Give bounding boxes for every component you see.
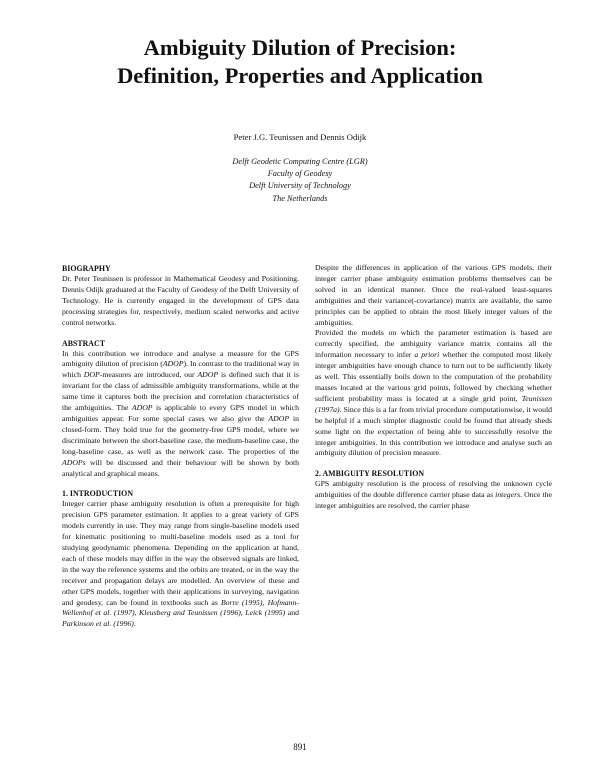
paper-title xyxy=(40,34,560,90)
right-column xyxy=(315,263,552,512)
introduction-paragraph-2: Despite the differences in application of the various GPS models, their integer carrier phase ambiguity estimation problems themselves can be solved in an identical manner. Once the real-valued least-squares ambiguities and their variance(-covariance) matrix are available, the same principles can be applied to obtain the most likely integer values of the ambiguities. xyxy=(315,263,552,327)
introduction-heading: 1. INTRODUCTION xyxy=(62,489,134,499)
title-line-2: Definition, Properties and Application xyxy=(117,63,483,88)
title-line-1: Ambiguity Dilution of Precision: xyxy=(143,35,457,60)
biography-text: Dr. Peter Teunissen is professor in Mathematical Geodesy and Positioning. Dennis Odijk graduated at the Faculty of Geodesy of the Delft University of Technology. He is currently engaged in the development of GPS data processing strategies for, respectively, medium scaled networks and active control networks. xyxy=(62,274,299,327)
abstract-heading: ABSTRACT xyxy=(62,338,105,348)
left-column xyxy=(62,263,299,630)
affiliation-line: Faculty of Geodesy xyxy=(267,169,333,179)
page-number: 891 xyxy=(293,742,307,752)
section-2-text: GPS ambiguity resolution is the process of resolving the unknown cycle ambiguities of the double difference carrier phase data as integers. Once the integer ambiguities are resolved, the carrier phase xyxy=(315,479,552,511)
section-2-heading: 2. AMBIGUITY RESOLUTION xyxy=(315,469,425,479)
affiliation-line: The Netherlands xyxy=(272,193,328,203)
introduction-text: Integer carrier phase ambiguity resolution is often a prerequisite for high precision GPS parameter estimation. It applies to a great variety of GPS models currently in use. They may range from single-baseline models used for kinematic positioning to multi-baseline models used as a tool for studying geodynamic phenomena. Depending on the application at hand, each of these models may differ in the way the observed signals are linked, in the way the reference systems and the orbits are treated, or in the way the receiver and propagation delays are modelled. An overview of these and other GPS models, together with their applications in surveying, navigation and geodesy, can be found in textbooks such as Borre (1995), Hofmann-Wellenhof et al. (1997), Kleusberg and Teunissen (1996), Leick (1995) and Parkinson et al. (1996). xyxy=(62,499,299,629)
abstract-text: In this contribution we introduce and analyse a measure for the GPS ambiguity dilution of precision (ADOP). In contrast to the traditional way in which DOP-measures are introduced, our ADOP is defined such that it is invariant for the class of admissible ambiguity transformations, while at the same time it captures both the precision and correlation characteristics of the ambiguities. The ADOP is applicable to every GPS model in which ambiguities appear. For some special cases we also give the ADOP in closed-form. They hold true for the geometry-free GPS model, where we discriminate between the short-baseline case, the medium-baseline case, the long-baseline case, as well as the network case. The properties of the ADOPs will be discussed and their behaviour will be shown by both analytical and graphical means. xyxy=(62,348,299,478)
authors: Peter J.G. Teunissen and Dennis Odijk xyxy=(233,132,367,142)
affiliation-line: Delft Geodetic Computing Centre (LGR) xyxy=(232,157,368,166)
affiliation xyxy=(40,156,560,205)
biography-heading: BIOGRAPHY xyxy=(62,264,111,273)
affiliation-line: Delft University of Technology xyxy=(249,181,351,191)
introduction-paragraph-3: Provided the models on which the parameter estimation is based are correctly specified, the ambiguity variance matrix contains all the information necessary to infer a priori whether the computed most likely integer ambiguities have enough chance to turn out to be sufficiently likely as well. This essentially boils down to the computation of the probability masses located at the various grid points, followed by checking whether sufficient probability mass is located at a single grid point, Teunissen (1997a). Since this is a far from trivial procedure computationwise, it would be helpful if a much simpler diagnostic could be found that already sheds some light on the expectation of being able to successfully resolve the integer ambiguities. In this contribution we introduce and analyse such an ambiguity dilution of precision measure. xyxy=(315,328,553,458)
